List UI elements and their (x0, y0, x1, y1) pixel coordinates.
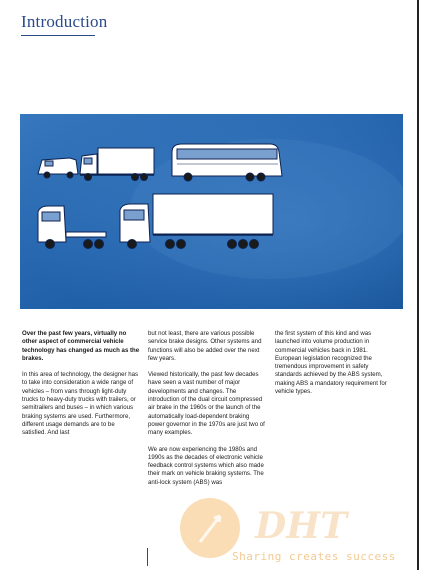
text-column-1 (22, 330, 140, 446)
figure-1-panel (20, 114, 403, 309)
page-title: Introduction (21, 12, 108, 31)
coach-icon (172, 144, 282, 181)
paragraph: Viewed historically, the past few decades have seen a vast number of major developments and changes. The introduction of the dual circuit compressed air brake in the 1960s or the launch of the automatically load-dependent braking power governor in the 1970s are just two of many examples. (148, 371, 265, 437)
watermark-logo-text: DHT (255, 505, 348, 547)
paragraph: We are now experiencing the 1980s and 1990s as the decades of electronic vehicle feedback control systems which also made their mark on vehicle braking systems. The anti-lock system (ABS) was (148, 445, 264, 486)
watermark-tagline: Sharing creates success (232, 550, 396, 563)
title-underline (21, 35, 95, 36)
page-edge-line (417, 0, 419, 570)
lead-paragraph: Over the past few years, virtually no other aspect of commercial vehicle technology has changed as much as the brakes. (22, 330, 140, 362)
text-column-2 (148, 330, 266, 495)
vehicle-illustration (20, 114, 403, 309)
column-marker (147, 548, 148, 566)
paragraph: the first system of this kind and was launched into volume production in commercial vehicles back in 1981. European legislation recognized the tremendous improvement in safety standards achieved by the ABS system, making ABS a mandatory requirement for vehicle types. (275, 330, 387, 396)
paragraph: but not least, there are various possible service brake designs. Other systems and functions will also be added over the next few years. (148, 330, 262, 362)
paragraph: In this area of technology, the designer has to take into consideration a wide range of vehicles – from vans through light-duty trucks to heavy-duty trucks with trailers, or semitrailers and buses – in which various braking systems are used. Furthermore, different usage demands are to be satisfied. And last (22, 371, 139, 437)
text-column-3 (275, 330, 393, 404)
